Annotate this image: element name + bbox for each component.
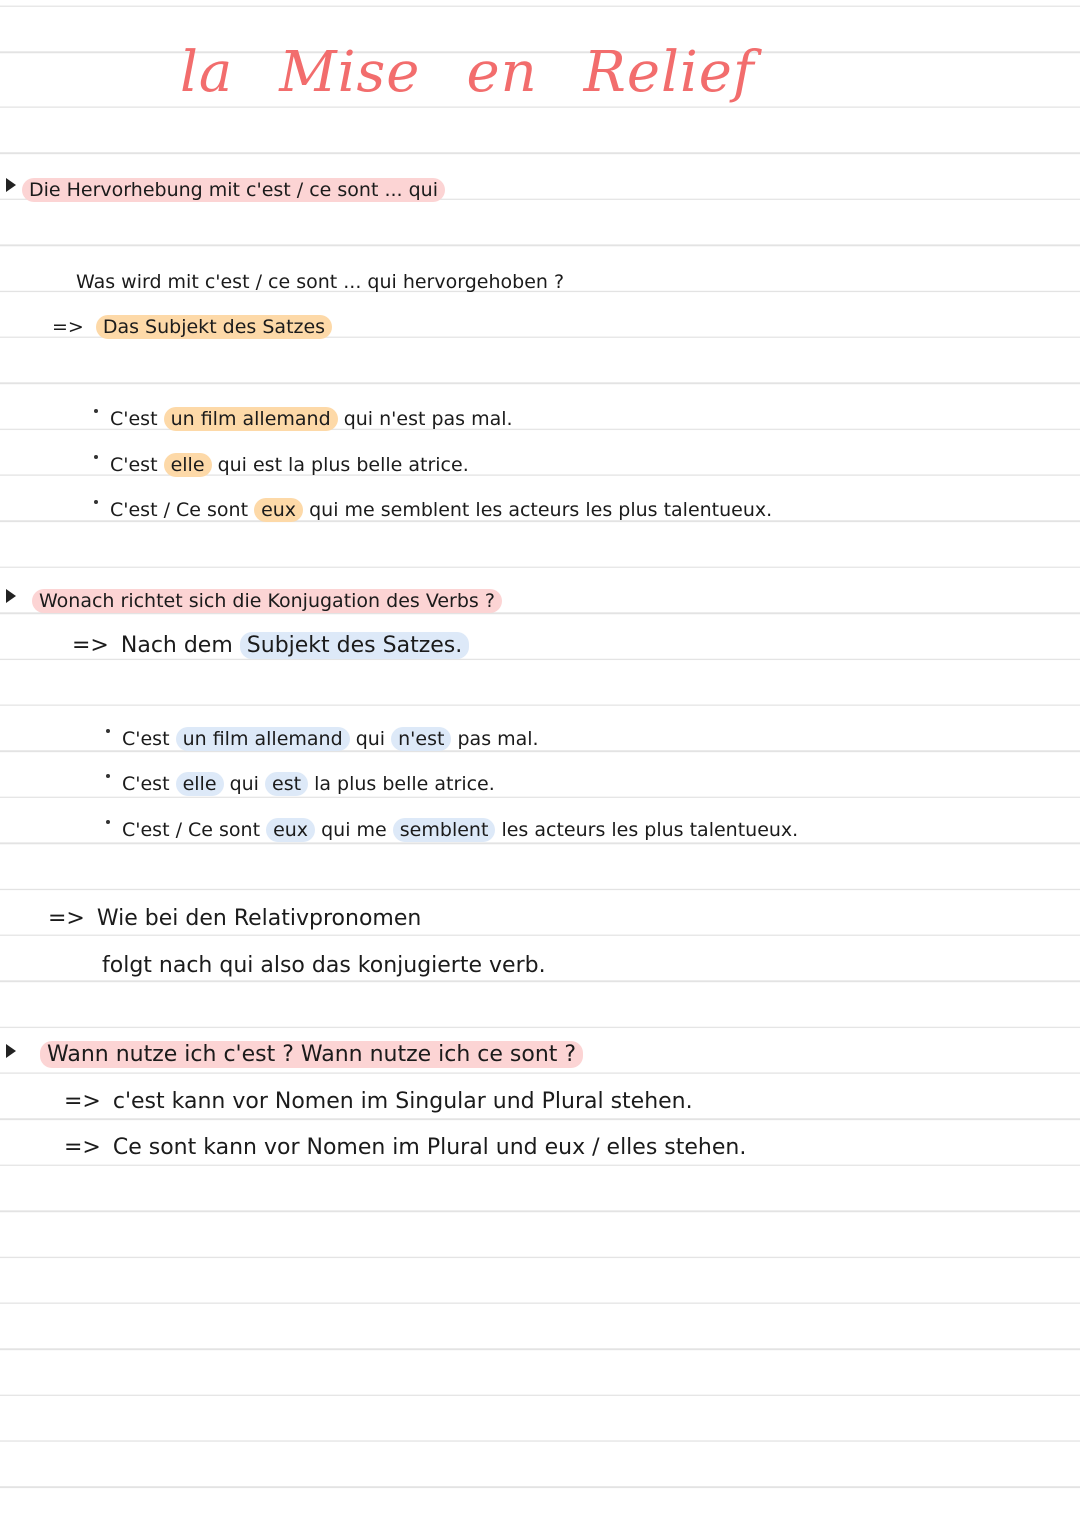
example-line: C'est un film allemand qui n'est pas mal. [94,406,513,432]
page-title [180,40,801,105]
bullet-dot-icon [106,774,110,778]
section1-answer: => Das Subjekt des Satzes [52,314,332,340]
section2-heading: Wonach richtet sich die Konjugation des Verbs ? [32,588,502,614]
example-line: C'est elle qui est la plus belle atrice. [106,771,495,797]
section2-conclusion: => Wie bei den Relativpronomen [48,906,422,931]
section2-answer: => Nach dem Subjekt des Satzes. [72,633,469,659]
section2-conclusion-line2: folgt nach qui also das konjugierte verb. [102,953,546,978]
section1-heading: Die Hervorhebung mit c'est / ce sont ... qui [22,177,445,203]
section3-line2: => Ce sont kann vor Nomen im Plural und eux / elles stehen. [64,1135,747,1160]
title-word: Relief [583,40,755,105]
title-word: Mise [279,40,421,105]
bullet-dot-icon [94,409,98,413]
bullet-dot-icon [94,500,98,504]
arrow-icon: => [52,316,84,338]
arrow-icon: => [64,1089,101,1114]
example-line: C'est un film allemand qui n'est pas mal. [106,726,539,752]
section1-question: Was wird mit c'est / ce sont ... qui hervorgehoben ? [76,271,565,293]
bullet-dot-icon [106,729,110,733]
example-line: C'est / Ce sont eux qui me semblent les acteurs les plus talentueux. [106,817,798,843]
section3-line1: => c'est kann vor Nomen im Singular und Plural stehen. [64,1089,693,1114]
arrow-icon: => [48,906,85,931]
section3-heading: Wann nutze ich c'est ? Wann nutze ich ce sont ? [40,1042,583,1068]
title-word: en [466,40,538,105]
bullet-triangle-icon [6,178,16,192]
example-line: C'est / Ce sont eux qui me semblent les acteurs les plus talentueux. [94,497,772,523]
arrow-icon: => [72,633,109,658]
bullet-triangle-icon [6,1044,16,1058]
example-line: C'est elle qui est la plus belle atrice. [94,452,469,478]
bullet-dot-icon [106,820,110,824]
arrow-icon: => [64,1135,101,1160]
title-word: la [180,40,234,105]
bullet-dot-icon [94,455,98,459]
bullet-triangle-icon [6,589,16,603]
